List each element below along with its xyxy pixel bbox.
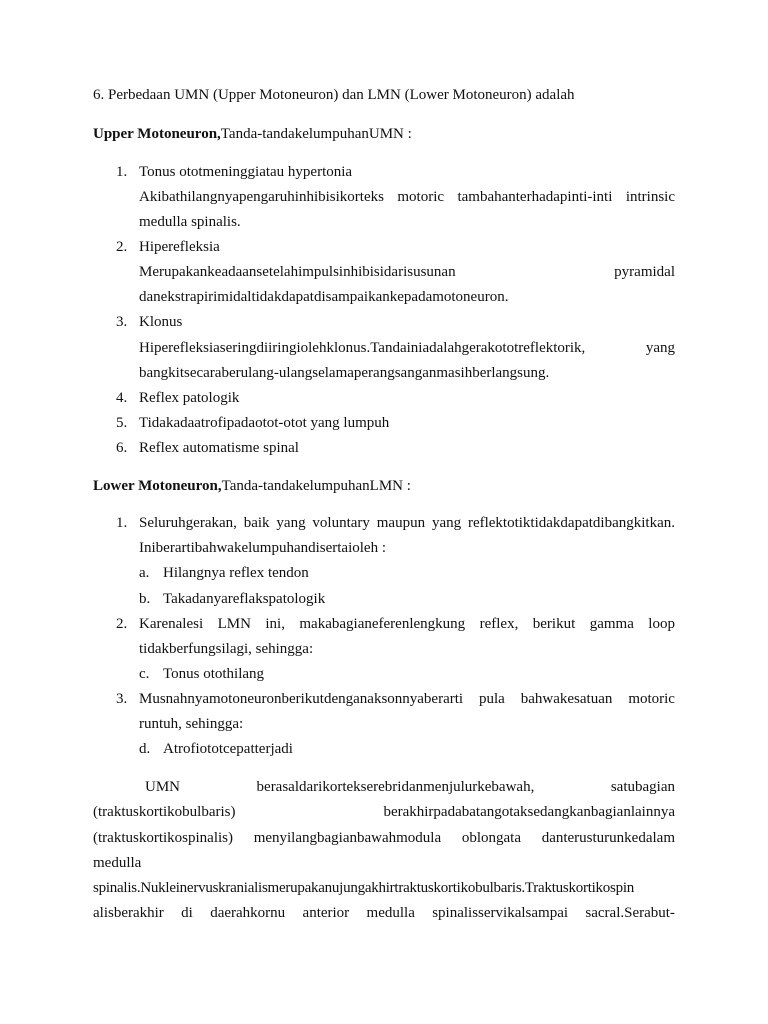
list-item-label: Hiperefleksia — [139, 239, 220, 255]
item-word: yang — [431, 515, 462, 531]
list-number: 5. — [116, 415, 128, 431]
list-item-line — [139, 689, 675, 709]
para-word: alisberakhir — [93, 905, 164, 921]
para-word: oblongata — [461, 830, 521, 846]
para-word: menyilangbagianbawahmodula — [253, 830, 442, 846]
para-word: di — [181, 905, 193, 921]
desc-word: motoric — [397, 189, 445, 205]
para-word: (traktuskortikobulbaris) — [93, 804, 236, 820]
desc-word: yang — [645, 340, 675, 356]
para-word: berakhirpadabatangotaksedangkanbagianlainnya — [383, 804, 675, 820]
desc-word: Akibathilangnyapengaruhinhibisikorteks — [139, 189, 384, 205]
desc-word: intrinsic — [625, 189, 675, 205]
para-word: berasaldarikortekserebridanmenjulurkebawah, — [256, 779, 535, 795]
sub-item: Atrofiototcepatterjadi — [163, 741, 293, 757]
item-word: LMN — [217, 616, 251, 632]
para-word: danterusturunkedalam — [541, 830, 675, 846]
list-item-label: Klonus — [139, 314, 183, 330]
paragraph-line: medulla — [93, 855, 142, 871]
list-item-desc: danekstrapirimidaltidakdapatdisampaikankepadamotoneuron. — [139, 289, 509, 305]
lmn-title-rest: Tanda-tandakelumpuhanLMN : — [221, 478, 411, 494]
list-item-line: runtuh, sehingga: — [139, 716, 244, 732]
list-item-desc: bangkitsecaraberulang-ulangselamaperangsanganmasihberlangsung. — [139, 365, 550, 381]
item-word: maupun — [376, 515, 426, 531]
list-number: 3. — [116, 691, 128, 707]
list-item-label: Tonus ototmeninggiatau hypertonia — [139, 164, 353, 180]
section-heading: 6. Perbedaan UMN (Upper Motoneuron) dan LMN (Lower Motoneuron) adalah — [93, 87, 575, 103]
item-word: gamma — [589, 616, 634, 632]
list-item-desc — [139, 262, 675, 282]
para-word: spinalisservikalsampai — [432, 905, 569, 921]
paragraph-line — [93, 828, 675, 848]
umn-title — [93, 124, 412, 144]
list-item-line: Iniberartibahwakelumpuhandisertaioleh : — [139, 540, 386, 556]
item-word: pula — [479, 691, 505, 707]
desc-word: tambahanterhadapinti-inti — [457, 189, 613, 205]
list-item-desc — [139, 187, 675, 207]
list-item-label: Reflex automatisme spinal — [139, 440, 299, 456]
para-word: daerahkornu — [210, 905, 286, 921]
sub-item: Hilangnya reflex tendon — [163, 565, 309, 581]
para-word: (traktuskortikospinalis) — [93, 830, 233, 846]
list-item-desc — [139, 338, 675, 358]
umn-title-rest: Tanda-tandakelumpuhanUMN : — [220, 126, 412, 142]
list-number: 1. — [116, 164, 128, 180]
paragraph-line — [145, 777, 675, 797]
desc-word: Hiperefleksiaseringdiiringiolehklonus.Tandainiadalahgerakototreflektorik, — [139, 340, 586, 356]
list-number: 6. — [116, 440, 128, 456]
desc-word: pyramidal — [614, 264, 675, 280]
list-number: 1. — [116, 515, 128, 531]
list-item-desc: medulla spinalis. — [139, 214, 241, 230]
item-word: voluntary — [312, 515, 370, 531]
list-number: 2. — [116, 239, 128, 255]
item-word: berikut — [532, 616, 576, 632]
item-word: ini, — [265, 616, 285, 632]
para-word: sacral.Serabut- — [585, 905, 675, 921]
para-word: UMN — [145, 779, 181, 795]
item-word: reflektotiktidakdapatdibangkitkan. — [467, 515, 675, 531]
item-word: makabagianeferenlengkung — [299, 616, 466, 632]
list-item-line — [139, 513, 675, 533]
list-item-label: Reflex patologik — [139, 390, 240, 406]
item-word: motoric — [628, 691, 675, 707]
umn-title-bold: Upper Motoneuron, — [93, 126, 221, 142]
sub-letter: a. — [139, 565, 150, 581]
sub-letter: b. — [139, 591, 151, 607]
item-word: baik — [243, 515, 270, 531]
list-number: 4. — [116, 390, 128, 406]
list-number: 3. — [116, 314, 128, 330]
item-word: bahwakesatuan — [520, 691, 613, 707]
sub-item: Takadanyareflakspatologik — [163, 591, 326, 607]
lmn-title — [93, 476, 411, 496]
item-word: loop — [648, 616, 675, 632]
para-word: anterior — [302, 905, 350, 921]
item-word: yang — [276, 515, 306, 531]
desc-word: Merupakankeadaansetelahimpulsinhibisidarisusunan — [139, 264, 456, 280]
list-item-line — [139, 614, 675, 634]
paragraph-line — [93, 903, 675, 923]
para-word: medulla — [366, 905, 415, 921]
lmn-title-bold: Lower Motoneuron, — [93, 478, 222, 494]
sub-letter: c. — [139, 666, 150, 682]
item-word: Seluruhgerakan, — [139, 515, 237, 531]
item-word: Musnahnyamotoneuronberikutdenganaksonnyaberarti — [139, 691, 464, 707]
paragraph-line — [93, 802, 675, 822]
paragraph-line: spinalis.Nukleinervuskranialismerupakanujungakhirtraktuskortikobulbaris.Traktuskortikospin — [93, 880, 635, 896]
item-word: reflex, — [479, 616, 519, 632]
item-word: Karenalesi — [139, 616, 204, 632]
sub-letter: d. — [139, 741, 151, 757]
list-item-label: Tidakadaatrofipadaotot-otot yang lumpuh — [139, 415, 390, 431]
para-word: satubagian — [610, 779, 675, 795]
list-number: 2. — [116, 616, 128, 632]
list-item-line: tidakberfungsilagi, sehingga: — [139, 641, 314, 657]
sub-item: Tonus otothilang — [163, 666, 265, 682]
